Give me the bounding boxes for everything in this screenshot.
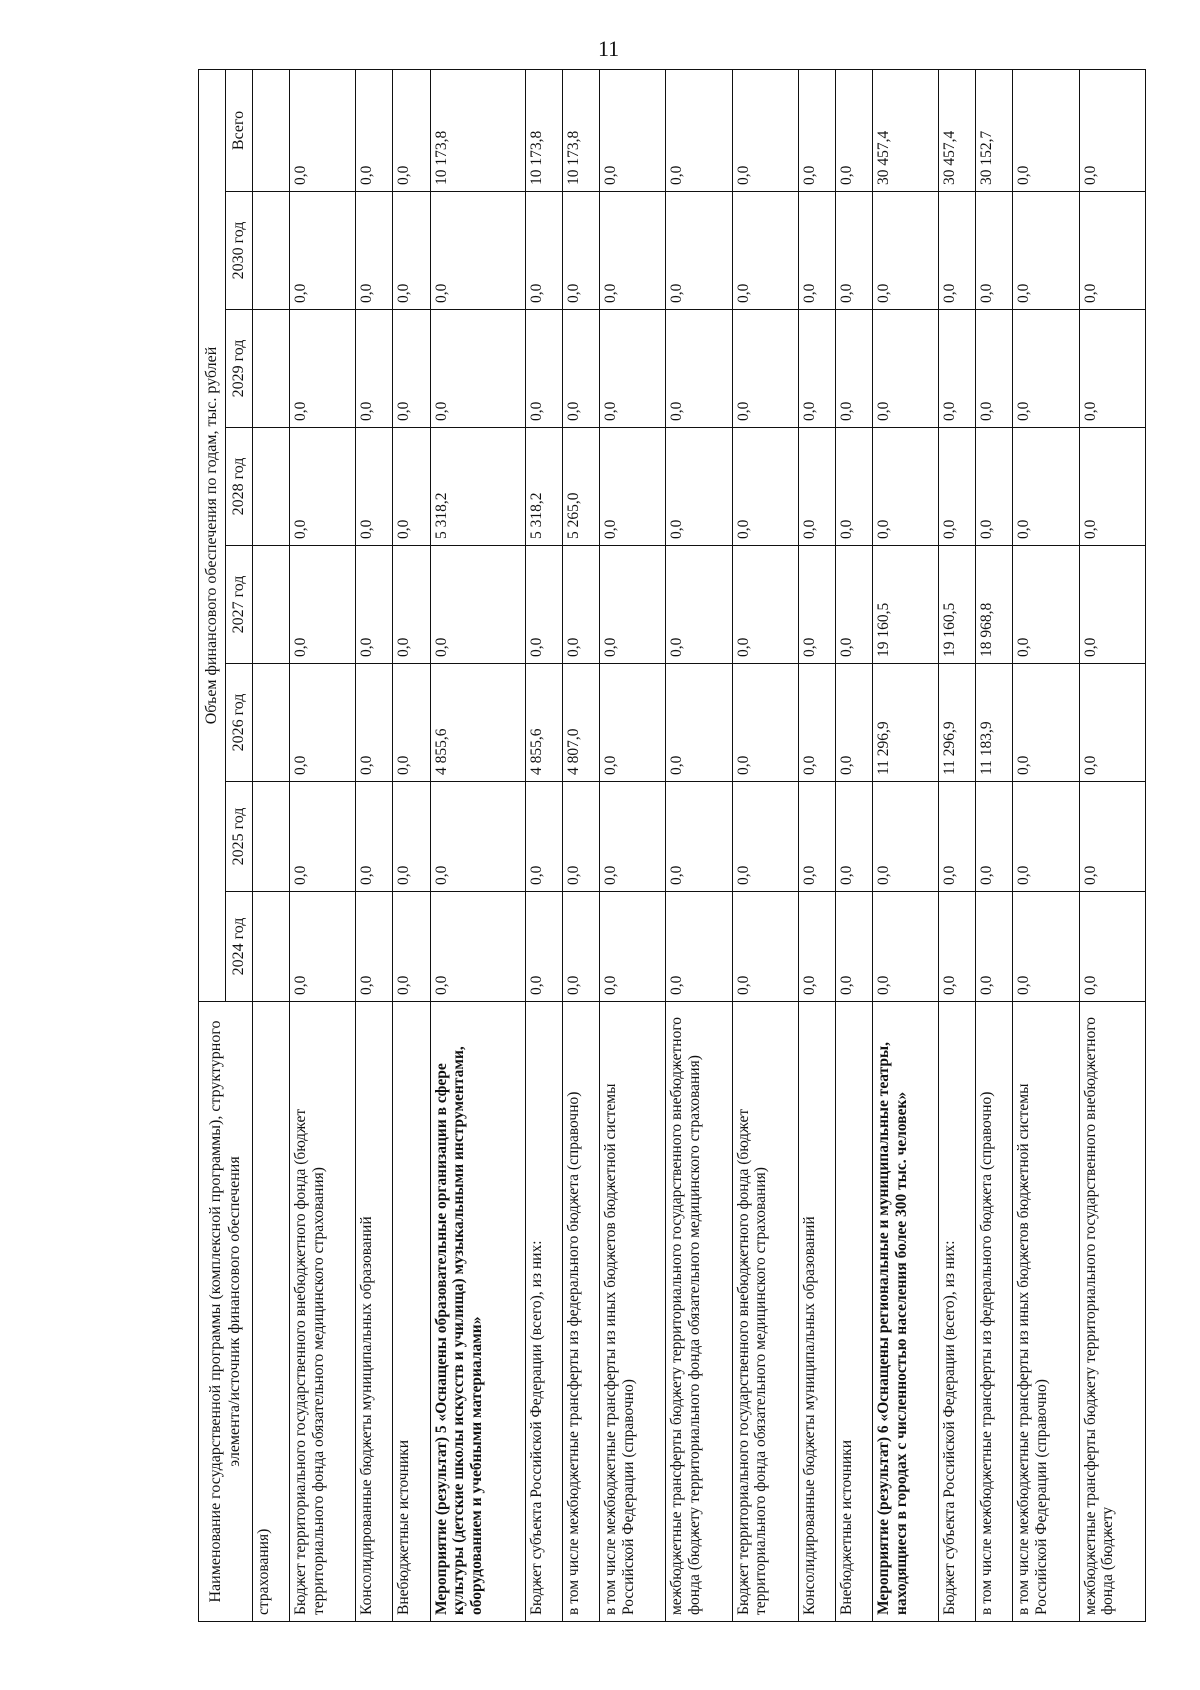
- row-value: 0,0: [666, 310, 732, 428]
- row-value: 0,0: [976, 892, 1013, 1002]
- table-row: [1013, 69, 1079, 1621]
- header-year-2028: 2028 год: [226, 428, 253, 546]
- row-value: 30 152,7: [976, 69, 1013, 191]
- row-value: 0,0: [290, 892, 356, 1002]
- table-row: [253, 69, 290, 1621]
- row-name: Бюджет субъекта Российской Федерации (всего), из них:: [939, 1002, 976, 1622]
- header-year-2029: 2029 год: [226, 310, 253, 428]
- table-row: [525, 69, 562, 1621]
- row-value: 0,0: [976, 782, 1013, 892]
- row-value: 0,0: [666, 782, 732, 892]
- row-value: 0,0: [1079, 782, 1145, 892]
- row-value: 30 457,4: [939, 69, 976, 191]
- row-value: [253, 782, 290, 892]
- scan-artifact: [1138, 1632, 1156, 1646]
- row-value: 0,0: [976, 192, 1013, 310]
- row-value: 0,0: [600, 782, 666, 892]
- header-year-2030: 2030 год: [226, 192, 253, 310]
- row-value: 0,0: [1079, 69, 1145, 191]
- header-year-2027: 2027 год: [226, 546, 253, 664]
- row-value: 0,0: [525, 782, 562, 892]
- row-value: 0,0: [732, 428, 798, 546]
- table-row: [563, 69, 600, 1621]
- row-value: 11 183,9: [976, 664, 1013, 782]
- row-value: 0,0: [976, 310, 1013, 428]
- row-value: 0,0: [732, 782, 798, 892]
- row-value: 10 173,8: [525, 69, 562, 191]
- row-value: 0,0: [1013, 428, 1079, 546]
- row-value: [253, 192, 290, 310]
- row-value: 0,0: [290, 310, 356, 428]
- header-name-column: Наименование государственной программы (комплексной программы), структурного элемента/источник финансового обеспечения: [199, 1002, 253, 1622]
- row-value: 0,0: [356, 664, 393, 782]
- row-value: 0,0: [430, 310, 525, 428]
- row-value: [253, 428, 290, 546]
- row-value: 0,0: [430, 192, 525, 310]
- row-value: 0,0: [732, 192, 798, 310]
- row-value: 0,0: [798, 192, 835, 310]
- row-value: 0,0: [356, 69, 393, 191]
- row-value: 0,0: [430, 546, 525, 664]
- table-row: [393, 69, 430, 1621]
- row-name: Бюджет территориального государственного внебюджетного фонда (бюджет территориального фонда обязательного медицинского страхования): [290, 1002, 356, 1622]
- table-row: [798, 69, 835, 1621]
- row-value: 0,0: [835, 428, 872, 546]
- row-value: 0,0: [393, 664, 430, 782]
- row-value: 0,0: [666, 192, 732, 310]
- row-value: 0,0: [600, 428, 666, 546]
- row-name: межбюджетные трансферты бюджету территориального государственного внебюджетного фонда (бюджету территориального фонда обязательного медицинского страхования): [666, 1002, 732, 1622]
- row-name: в том числе межбюджетные трансферты из федерального бюджета (справочно): [563, 1002, 600, 1622]
- row-value: 0,0: [525, 546, 562, 664]
- row-name: в том числе межбюджетные трансферты из иных бюджетов бюджетной системы Российской Федерации (справочно): [1013, 1002, 1079, 1622]
- row-value: 0,0: [1013, 192, 1079, 310]
- row-value: 0,0: [290, 69, 356, 191]
- row-value: 0,0: [1079, 192, 1145, 310]
- row-value: 0,0: [600, 664, 666, 782]
- row-value: 0,0: [835, 892, 872, 1002]
- row-value: 0,0: [600, 69, 666, 191]
- row-name: Бюджет субъекта Российской Федерации (всего), из них:: [525, 1002, 562, 1622]
- table-row: [430, 69, 525, 1621]
- row-name: в том числе межбюджетные трансферты из федерального бюджета (справочно): [976, 1002, 1013, 1622]
- row-value: 0,0: [732, 664, 798, 782]
- row-value: 0,0: [1079, 664, 1145, 782]
- row-value: [253, 892, 290, 1002]
- row-value: 0,0: [939, 892, 976, 1002]
- row-value: 0,0: [732, 546, 798, 664]
- row-value: 0,0: [563, 546, 600, 664]
- row-value: 0,0: [835, 69, 872, 191]
- row-value: 0,0: [732, 69, 798, 191]
- row-value: 0,0: [835, 782, 872, 892]
- row-value: 0,0: [290, 546, 356, 664]
- row-value: 0,0: [798, 310, 835, 428]
- row-name: Мероприятие (результат) 6 «Оснащены региональные и муниципальные театры, находящиеся в городах с численностью населения более 300 тыс. человек»: [872, 1002, 938, 1622]
- row-value: 0,0: [356, 892, 393, 1002]
- row-value: 0,0: [563, 310, 600, 428]
- table-row: [732, 69, 798, 1621]
- row-name: Мероприятие (результат) 5 «Оснащены образовательные организации в сфере культуры (детские школы искусств и училища) музыкальными инструментами, оборудованием и учебными материалами»: [430, 1002, 525, 1622]
- row-value: 19 160,5: [939, 546, 976, 664]
- row-value: 0,0: [600, 892, 666, 1002]
- row-value: 0,0: [872, 892, 938, 1002]
- row-value: [253, 310, 290, 428]
- row-value: 0,0: [1013, 892, 1079, 1002]
- table-row: [356, 69, 393, 1621]
- funding-table: [198, 69, 1146, 1622]
- header-year-2025: 2025 год: [226, 782, 253, 892]
- row-value: 0,0: [939, 192, 976, 310]
- row-value: 5 318,2: [430, 428, 525, 546]
- row-name: Внебюджетные источники: [835, 1002, 872, 1622]
- table-row: [835, 69, 872, 1621]
- row-value: 0,0: [1013, 546, 1079, 664]
- row-value: 0,0: [835, 664, 872, 782]
- row-value: 0,0: [666, 428, 732, 546]
- row-value: 18 968,8: [976, 546, 1013, 664]
- header-year-2026: 2026 год: [226, 664, 253, 782]
- row-value: 10 173,8: [563, 69, 600, 191]
- row-value: 0,0: [290, 192, 356, 310]
- row-value: 0,0: [393, 546, 430, 664]
- row-name: страхования): [253, 1002, 290, 1622]
- page-number: 11: [598, 36, 620, 61]
- header-year-2024: 2024 год: [226, 892, 253, 1002]
- row-value: 0,0: [872, 428, 938, 546]
- row-value: 0,0: [1013, 310, 1079, 428]
- row-value: 0,0: [976, 428, 1013, 546]
- row-value: 11 296,9: [939, 664, 976, 782]
- row-value: [253, 546, 290, 664]
- row-name: Внебюджетные источники: [393, 1002, 430, 1622]
- table-row: [872, 69, 938, 1621]
- table-row: [290, 69, 356, 1621]
- row-value: 0,0: [563, 892, 600, 1002]
- row-value: 0,0: [356, 192, 393, 310]
- row-value: 0,0: [835, 192, 872, 310]
- row-value: 0,0: [1013, 664, 1079, 782]
- row-value: 0,0: [525, 310, 562, 428]
- row-value: 0,0: [1013, 782, 1079, 892]
- row-name: Консолидированные бюджеты муниципальных образований: [356, 1002, 393, 1622]
- row-value: 0,0: [356, 310, 393, 428]
- row-name: Бюджет территориального государственного внебюджетного фонда (бюджет территориального фонда обязательного медицинского страхования): [732, 1002, 798, 1622]
- row-value: 0,0: [563, 192, 600, 310]
- row-value: 0,0: [525, 192, 562, 310]
- row-value: 0,0: [835, 310, 872, 428]
- row-value: 0,0: [732, 310, 798, 428]
- row-value: 0,0: [393, 892, 430, 1002]
- header-funding-group: Объем финансового обеспечения по годам, тыс. рублей: [199, 69, 226, 1001]
- row-value: 0,0: [563, 782, 600, 892]
- row-value: 0,0: [666, 664, 732, 782]
- row-value: 0,0: [600, 192, 666, 310]
- row-value: 4 855,6: [430, 664, 525, 782]
- row-value: 5 265,0: [563, 428, 600, 546]
- row-value: 0,0: [600, 310, 666, 428]
- table-row: [976, 69, 1013, 1621]
- row-value: 0,0: [290, 782, 356, 892]
- row-value: 0,0: [290, 664, 356, 782]
- table-body: [253, 69, 1146, 1621]
- row-value: 0,0: [525, 892, 562, 1002]
- row-value: 0,0: [939, 782, 976, 892]
- row-value: [253, 69, 290, 191]
- row-value: 10 173,8: [430, 69, 525, 191]
- row-value: 0,0: [835, 546, 872, 664]
- rotated-table-frame: [198, 70, 1146, 1622]
- row-value: 0,0: [600, 546, 666, 664]
- row-value: 0,0: [798, 546, 835, 664]
- row-value: [253, 664, 290, 782]
- row-value: 0,0: [939, 428, 976, 546]
- header-total: Всего: [226, 69, 253, 191]
- row-name: межбюджетные трансферты бюджету территориального государственного внебюджетного фонда (бюджету: [1079, 1002, 1145, 1622]
- row-value: 0,0: [872, 192, 938, 310]
- row-value: 0,0: [356, 428, 393, 546]
- row-value: 0,0: [430, 892, 525, 1002]
- row-value: 0,0: [1079, 892, 1145, 1002]
- row-value: 0,0: [798, 892, 835, 1002]
- row-value: 0,0: [1079, 428, 1145, 546]
- row-value: 0,0: [872, 782, 938, 892]
- row-value: 0,0: [393, 69, 430, 191]
- row-value: 11 296,9: [872, 664, 938, 782]
- table-header: [199, 69, 253, 1621]
- row-value: 0,0: [872, 310, 938, 428]
- row-value: 0,0: [393, 192, 430, 310]
- row-value: 30 457,4: [872, 69, 938, 191]
- row-value: 4 807,0: [563, 664, 600, 782]
- table-row: [600, 69, 666, 1621]
- table-row: [939, 69, 976, 1621]
- table-row: [666, 69, 732, 1621]
- row-value: 0,0: [1079, 310, 1145, 428]
- row-value: 0,0: [430, 782, 525, 892]
- row-value: 4 855,6: [525, 664, 562, 782]
- row-value: 0,0: [666, 69, 732, 191]
- row-value: 0,0: [393, 310, 430, 428]
- row-value: 0,0: [732, 892, 798, 1002]
- row-value: 0,0: [798, 664, 835, 782]
- row-value: 0,0: [393, 428, 430, 546]
- row-name: в том числе межбюджетные трансферты из иных бюджетов бюджетной системы Российской Федерации (справочно): [600, 1002, 666, 1622]
- row-name: Консолидированные бюджеты муниципальных образований: [798, 1002, 835, 1622]
- row-value: 0,0: [798, 428, 835, 546]
- row-value: 5 318,2: [525, 428, 562, 546]
- row-value: 0,0: [356, 546, 393, 664]
- row-value: 0,0: [666, 892, 732, 1002]
- row-value: 0,0: [356, 782, 393, 892]
- row-value: 0,0: [939, 310, 976, 428]
- row-value: 0,0: [666, 546, 732, 664]
- row-value: 0,0: [798, 782, 835, 892]
- row-value: 0,0: [290, 428, 356, 546]
- row-value: 0,0: [393, 782, 430, 892]
- table-row: [1079, 69, 1145, 1621]
- row-value: 0,0: [1079, 546, 1145, 664]
- row-value: 19 160,5: [872, 546, 938, 664]
- row-value: 0,0: [1013, 69, 1079, 191]
- row-value: 0,0: [798, 69, 835, 191]
